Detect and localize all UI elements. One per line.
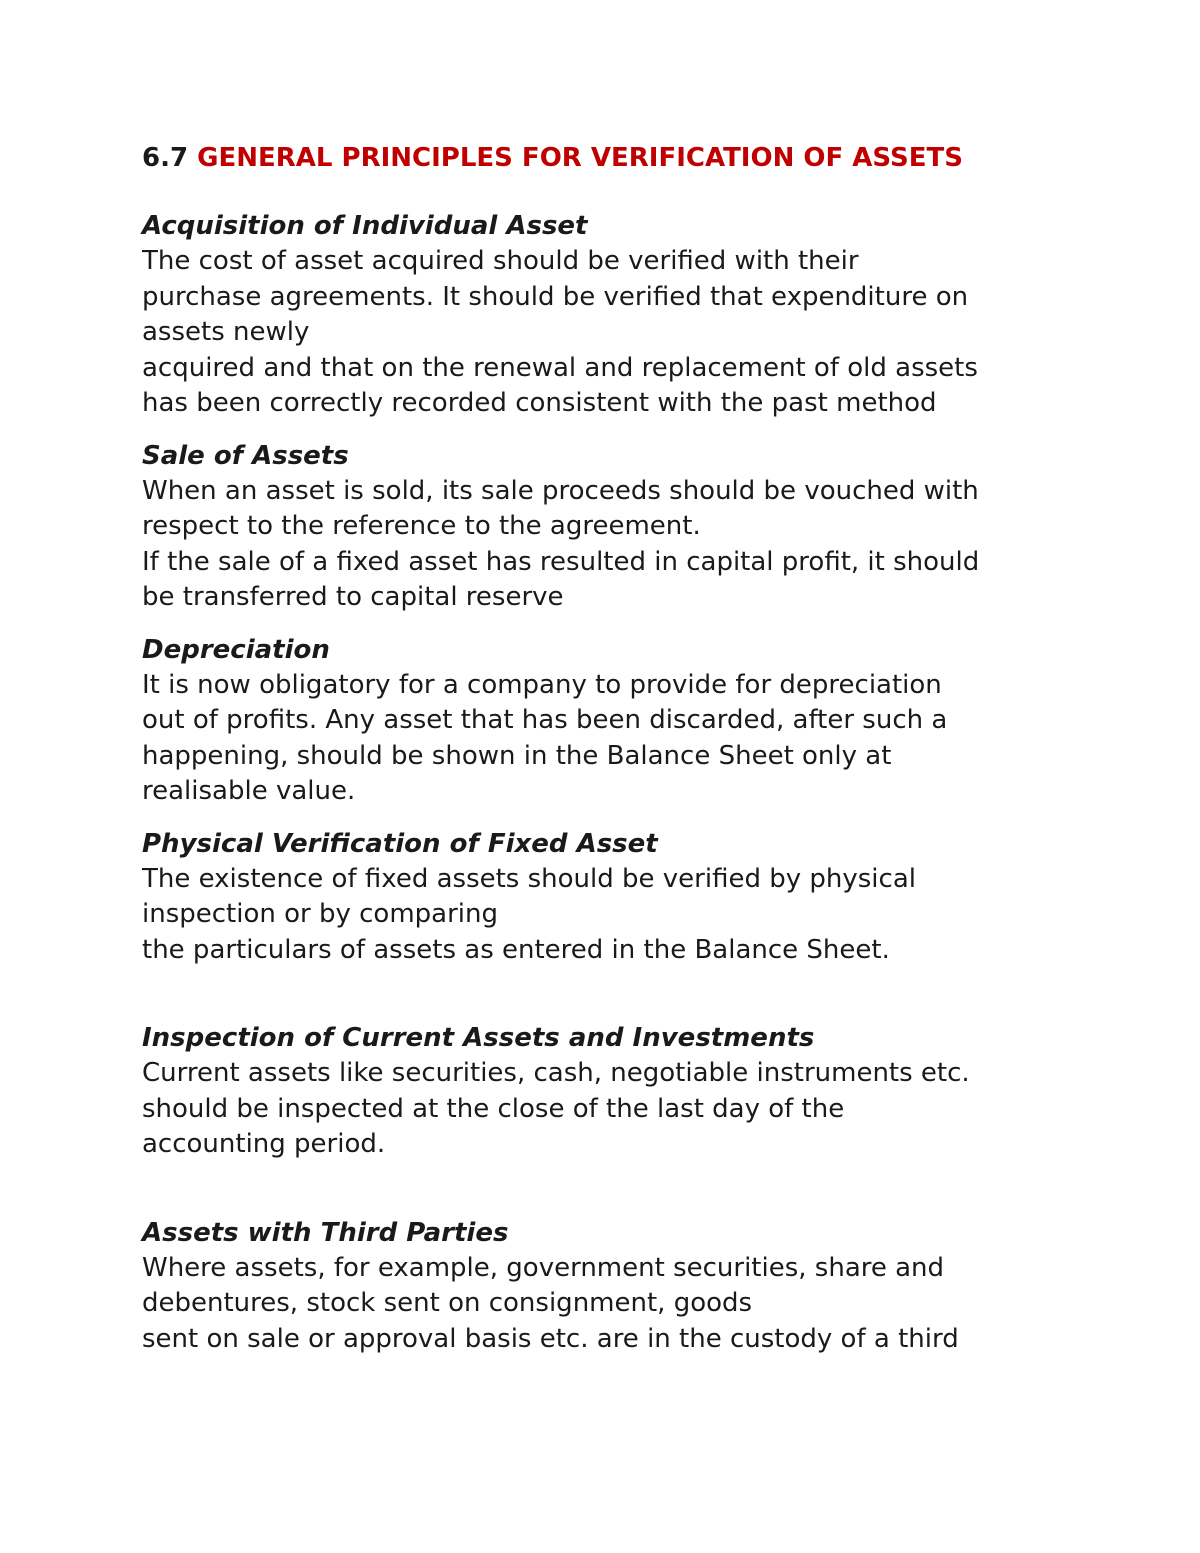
section [142,826,1082,969]
paragraph-line: purchase agreements. It should be verified that expenditure on [142,281,969,312]
paragraph-line: out of profits. Any asset that has been discarded, after such a [142,705,948,735]
paragraph-line: acquired and that on the renewal and replacement of old assets [142,352,978,383]
paragraph-line: The cost of asset acquired should be verified with their [142,246,859,276]
paragraph-line: sent on sale or approval basis etc. are in the custody of a third [142,1323,959,1354]
sections-container [142,208,1082,1357]
paragraph-line: Where assets, for example, government securities, share and [142,1252,945,1283]
section-spacer [142,968,1082,1020]
section-title: Inspection of Current Assets and Investments [142,1023,815,1053]
heading-number: 6.7 [142,143,189,173]
paragraph-line: It is now obligatory for a company to provide for depreciation [142,669,942,700]
paragraph-line: the particulars of assets as entered in the Balance Sheet. [142,934,890,965]
paragraph-line: assets newly [142,317,310,347]
paragraph-line: The existence of fixed assets should be verified by physical [142,863,916,894]
paragraph-line: should be inspected at the close of the last day of the [142,1093,845,1124]
heading-title: GENERAL PRINCIPLES FOR VERIFICATION OF ASSETS [197,143,963,173]
section [142,438,1082,616]
section-title: Sale of Assets [142,440,349,471]
section [142,1020,1082,1163]
paragraph-line: happening, should be shown in the Balance Sheet only at [142,740,892,771]
paragraph-line: accounting period. [142,1129,386,1159]
paragraph-line: debentures, stock sent on consignment, goods [142,1288,753,1318]
paragraph-line: be transferred to capital reserve [142,582,564,612]
paragraph-line: respect to the reference to the agreement. [142,511,701,541]
paragraph-line: realisable value. [142,776,356,806]
section-title: Assets with Third Parties [142,1217,509,1248]
section [142,632,1082,810]
section [142,208,1082,422]
section-spacer [142,810,1082,826]
page-heading [142,138,1082,178]
paragraph-line: Current assets like securities, cash, negotiable instruments etc. [142,1058,970,1088]
section [142,1215,1082,1358]
section-title: Physical Verification of Fixed Asset [142,828,658,859]
section-spacer [142,616,1082,632]
section-spacer [142,422,1082,438]
paragraph-line: inspection or by comparing [142,899,498,929]
paragraph-line: When an asset is sold, its sale proceeds should be vouched with [142,475,979,506]
document-page [142,138,1082,1357]
section-spacer [142,1163,1082,1215]
paragraph-line: If the sale of a fixed asset has resulted in capital profit, it should [142,546,980,577]
section-title: Depreciation [142,634,330,665]
section-title: Acquisition of Individual Asset [142,211,588,241]
paragraph-line: has been correctly recorded consistent with the past method [142,388,937,418]
